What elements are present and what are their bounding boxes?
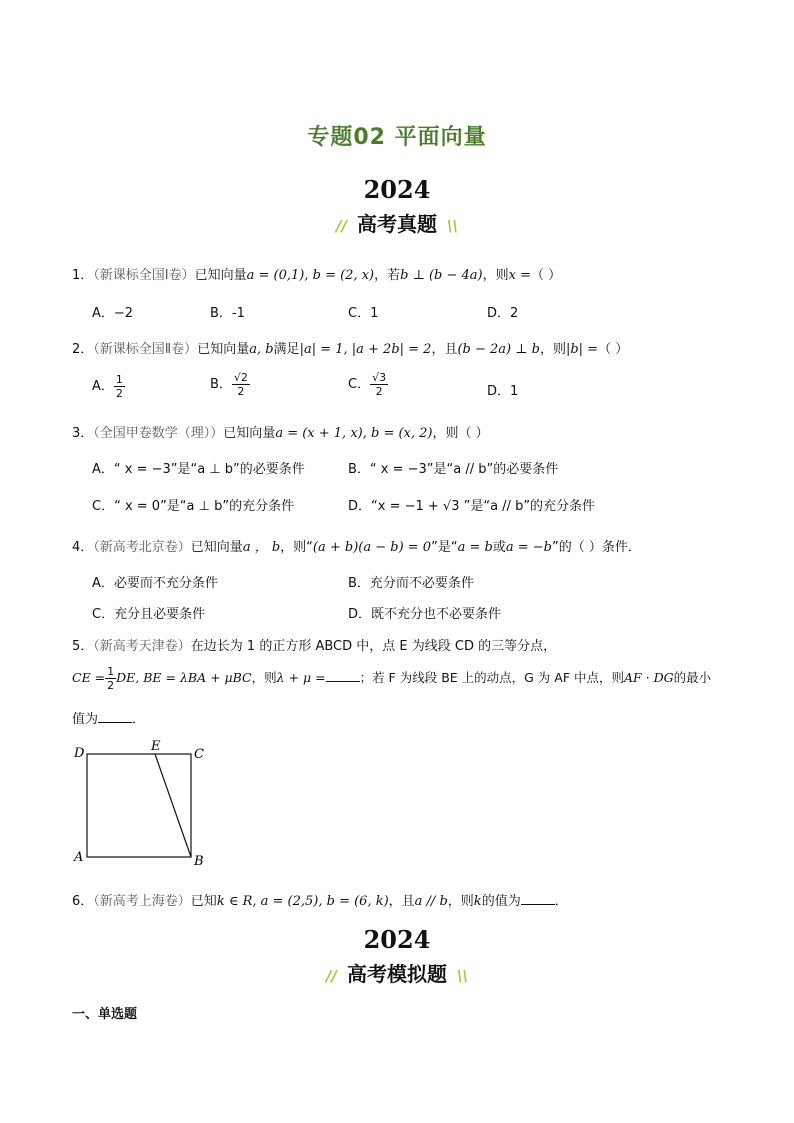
fraction xyxy=(114,373,125,400)
question-text: 的值为 xyxy=(481,894,521,909)
option-a: A．“ x = −3”是“a ⊥ b”的必要条件 xyxy=(92,462,305,477)
question-text: 已知向量 xyxy=(190,540,243,555)
answer-blank[interactable] xyxy=(98,710,132,723)
denominator: 2 xyxy=(237,385,245,398)
question-text: 或 xyxy=(492,540,506,555)
segment-be xyxy=(155,754,191,857)
question-text: ，且 xyxy=(431,342,458,357)
fraction xyxy=(370,371,388,398)
question-text: ”是“ xyxy=(431,540,458,555)
option-d: D．1 xyxy=(487,384,519,399)
question-text: 满足 xyxy=(273,342,300,357)
question-source: （新课标全国Ⅱ卷） xyxy=(93,342,198,357)
denominator: 2 xyxy=(375,385,383,398)
option-c: C．“ x = 0”是“a ⊥ b”的充分条件 xyxy=(92,499,295,514)
label-d: D xyxy=(74,746,85,761)
option-d: D．既不充分也不必要条件 xyxy=(348,607,502,622)
question-number: 5． xyxy=(72,639,94,654)
question-source: （全国甲卷数学（理）） xyxy=(93,426,224,441)
math-expression: k xyxy=(473,894,482,909)
question-number: 1． xyxy=(72,268,94,283)
denominator: 2 xyxy=(107,679,115,692)
question-5-line2 xyxy=(72,665,711,692)
question-number: 6． xyxy=(72,894,94,909)
math-expression: (a + b)(a − b) = 0 xyxy=(312,540,432,555)
option-label: B． xyxy=(210,377,232,392)
banner-slash-right: \\ xyxy=(447,217,458,235)
question-text: ． xyxy=(132,712,146,727)
year-heading: 2024 xyxy=(363,175,431,204)
option-d: D．2 xyxy=(487,306,519,321)
question-text: （ ） xyxy=(530,268,562,283)
question-text: 的最小 xyxy=(673,670,712,685)
question-2 xyxy=(72,338,628,357)
square-abcd-figure xyxy=(70,735,220,870)
question-text: ；若 F 为线段 BE 上的动点，G 为 AF 中点，则 xyxy=(359,670,624,685)
math-expression: |b| = xyxy=(565,342,599,357)
answer-blank[interactable] xyxy=(326,669,360,682)
question-text: ，且 xyxy=(388,894,415,909)
math-expression: a = b xyxy=(457,540,493,555)
fraction xyxy=(232,371,250,398)
question-source: （新高考上海卷） xyxy=(93,894,191,909)
question-text: 已知 xyxy=(190,894,217,909)
math-expression: |a| = 1, |a + 2b| = 2 xyxy=(299,342,432,357)
math-expression: a ， b xyxy=(242,540,281,555)
math-expression: x = xyxy=(508,268,531,283)
label-e: E xyxy=(151,739,161,754)
question-text: ，若 xyxy=(374,268,401,283)
math-expression: (b − 2a) ⊥ b xyxy=(457,342,540,357)
math-expression: CE = xyxy=(72,670,106,685)
question-text: ，则 xyxy=(447,894,474,909)
fraction xyxy=(105,665,116,692)
banner-slash-left: // xyxy=(336,217,347,235)
numerator: 1 xyxy=(107,665,115,678)
math-expression: a = (0,1), b = (2, x) xyxy=(246,268,375,283)
option-c: C．充分且必要条件 xyxy=(92,607,206,622)
question-text: 值为 xyxy=(72,712,99,727)
option-a: A．必要而不充分条件 xyxy=(92,576,218,591)
question-text: ，则 xyxy=(539,342,566,357)
question-text: 已知向量 xyxy=(194,268,247,283)
question-5 xyxy=(72,635,556,654)
question-text: 已知向量 xyxy=(223,426,276,441)
label-c: C xyxy=(194,747,204,762)
numerator: √2 xyxy=(233,371,248,384)
question-text: ． xyxy=(554,894,568,909)
banner-label: 高考真题 xyxy=(351,208,443,237)
question-number: 3． xyxy=(72,426,94,441)
math-expression: a = −b xyxy=(505,540,552,555)
question-1 xyxy=(72,264,561,283)
question-text: ，则（ ） xyxy=(432,426,489,441)
question-6 xyxy=(72,890,568,909)
numerator: √3 xyxy=(372,371,387,384)
math-expression: AF · DG xyxy=(623,670,674,685)
question-number: 4． xyxy=(72,540,94,555)
option-b: B．“ x = −3”是“a // b”的必要条件 xyxy=(348,462,559,477)
answer-blank[interactable] xyxy=(521,892,555,905)
math-expression: a // b xyxy=(414,894,448,909)
option-b xyxy=(210,371,250,398)
banner-slash-right: \\ xyxy=(457,967,468,985)
denominator: 2 xyxy=(115,387,123,400)
question-3 xyxy=(72,422,489,441)
option-a: A．−2 xyxy=(92,306,134,321)
question-text: ，则 xyxy=(251,670,277,685)
math-expression: a = (x + 1, x), b = (x, 2) xyxy=(275,426,433,441)
banner-mock-questions xyxy=(0,958,794,987)
math-expression: λ + μ = xyxy=(276,670,326,685)
question-text: 在边长为 1 的正方形 ABCD 中，点 E 为线段 CD 的三等分点， xyxy=(190,639,557,654)
option-b: B．充分而不必要条件 xyxy=(348,576,474,591)
year-heading: 2024 xyxy=(363,925,431,954)
square-outline xyxy=(87,754,191,857)
numerator: 1 xyxy=(115,373,123,386)
math-expression: k ∈ R, a = (2,5), b = (6, k) xyxy=(216,894,389,909)
math-expression: b ⊥ (b − 4a) xyxy=(400,268,483,283)
option-label: C． xyxy=(348,377,371,392)
option-label: A． xyxy=(92,379,114,394)
question-text: ”的（ ）条件． xyxy=(551,540,641,555)
label-a: A xyxy=(74,850,84,865)
banner-slash-left: // xyxy=(326,967,337,985)
math-expression: DE, BE = λBA + μBC xyxy=(116,670,252,685)
question-source: （新高考天津卷） xyxy=(93,639,191,654)
question-text: 已知向量 xyxy=(197,342,250,357)
banner-exam-questions xyxy=(0,208,794,237)
option-c xyxy=(348,371,388,398)
question-text: ，则“ xyxy=(280,540,313,555)
page-title: 专题02 平面向量 xyxy=(307,125,487,150)
question-5-line3 xyxy=(72,708,145,727)
question-number: 2． xyxy=(72,342,94,357)
banner-label: 高考模拟题 xyxy=(341,958,453,987)
question-text: ，则 xyxy=(482,268,509,283)
question-text: （ ） xyxy=(598,342,629,357)
option-b: B．-1 xyxy=(210,306,245,321)
math-expression: a, b xyxy=(249,342,274,357)
label-b: B xyxy=(194,854,204,869)
option-c: C．1 xyxy=(348,306,379,321)
section-heading: 一、单选题 xyxy=(72,1007,138,1022)
option-d: D．“x = −1 + √3 ”是“a // b”的充分条件 xyxy=(348,499,596,514)
question-4 xyxy=(72,536,641,555)
question-source: （新高考北京卷） xyxy=(93,540,191,555)
question-source: （新课标全国Ⅰ卷） xyxy=(93,268,195,283)
option-a xyxy=(92,373,125,400)
